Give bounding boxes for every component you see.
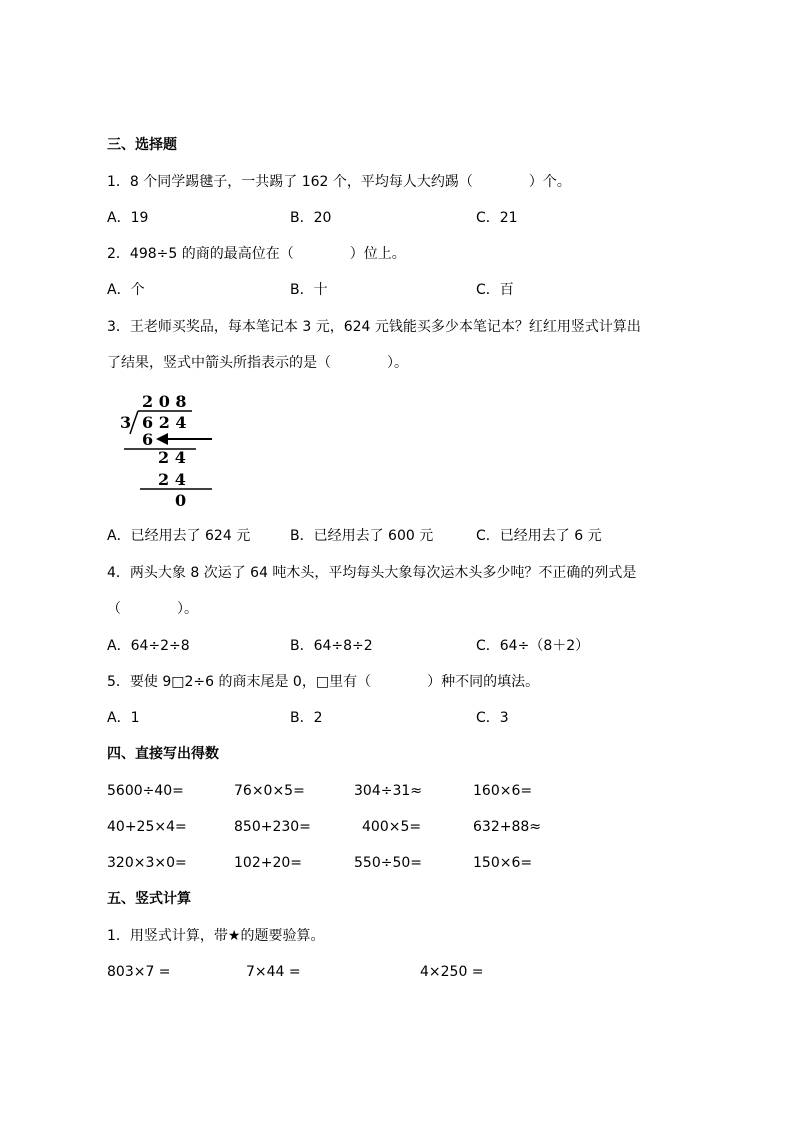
- mental-math-item: 850+230=: [234, 819, 311, 835]
- vertical-calc-item: 803×7 =: [107, 964, 171, 980]
- question-4-option-c: C．64÷（8＋2）: [476, 638, 590, 654]
- question-2-option-b: B．十: [290, 282, 328, 298]
- vertical-calc-instruction: 1．用竖式计算，带★的题要验算。: [107, 928, 325, 944]
- question-1-option-a: A．19: [107, 210, 149, 226]
- arrow-head-icon: [156, 433, 168, 445]
- division-dividend: 6 2 4: [142, 413, 187, 432]
- division-quotient: 2 0 8: [142, 392, 187, 411]
- mental-math-item: 5600÷40=: [107, 783, 184, 799]
- section-heading-vertical-calc: 五、竖式计算: [107, 891, 191, 907]
- question-2-option-c: C．百: [476, 282, 514, 298]
- question-4-line1: 4．两头大象 8 次运了 64 吨木头，平均每头大象每次运木头多少吨？不正确的列式是: [107, 565, 637, 581]
- question-3-option-b: B．已经用去了 600 元: [290, 528, 434, 544]
- section-heading-mental-math: 四、直接写出得数: [107, 746, 219, 762]
- mental-math-item: 400×5=: [362, 819, 422, 835]
- question-2-text: 2．498÷5 的商的最高位在（ ）位上。: [107, 246, 406, 262]
- division-step-1: 6: [142, 430, 154, 449]
- section-heading-choice: 三、选择题: [107, 137, 177, 153]
- question-3-option-c: C．已经用去了 6 元: [476, 528, 602, 544]
- question-3-option-a: A．已经用去了 624 元: [107, 528, 251, 544]
- mental-math-item: 76×0×5=: [234, 783, 305, 799]
- division-divisor: 3: [120, 413, 132, 432]
- question-4-line2: （ ）。: [107, 601, 198, 617]
- mental-math-item: 40+25×4=: [107, 819, 187, 835]
- division-remainder: 0: [175, 491, 187, 510]
- question-5-option-c: C．3: [476, 710, 509, 726]
- question-1-option-b: B．20: [290, 210, 332, 226]
- mental-math-item: 550÷50=: [354, 855, 422, 871]
- question-4-option-b: B．64÷8÷2: [290, 638, 373, 654]
- mental-math-item: 160×6=: [473, 783, 533, 799]
- long-division-figure: [112, 392, 232, 512]
- mental-math-item: 320×3×0=: [107, 855, 187, 871]
- question-5-option-b: B．2: [290, 710, 323, 726]
- division-step-2: 2 4: [158, 448, 186, 467]
- mental-math-item: 150×6=: [473, 855, 533, 871]
- question-3-line1: 3．王老师买奖品，每本笔记本 3 元，624 元钱能买多少本笔记本？红红用竖式计算出: [107, 319, 641, 335]
- division-bracket: [130, 411, 138, 434]
- question-4-option-a: A．64÷2÷8: [107, 638, 190, 654]
- question-3-line2: 了结果，竖式中箭头所指表示的是（ ）。: [107, 355, 408, 371]
- question-1-text: 1．8 个同学踢毽子，一共踢了 162 个，平均每人大约踢（ ）个。: [107, 174, 571, 190]
- question-5-option-a: A．1: [107, 710, 140, 726]
- mental-math-item: 102+20=: [234, 855, 302, 871]
- division-step-3: 2 4: [158, 470, 186, 489]
- mental-math-item: 304÷31≈: [354, 783, 422, 799]
- vertical-calc-item: 7×44 =: [246, 964, 301, 980]
- vertical-calc-item: 4×250 =: [420, 964, 484, 980]
- mental-math-item: 632+88≈: [473, 819, 541, 835]
- question-1-option-c: C．21: [476, 210, 518, 226]
- question-2-option-a: A．个: [107, 282, 145, 298]
- question-5-text: 5．要使 9□2÷6 的商末尾是 0，□里有（ ）种不同的填法。: [107, 674, 540, 690]
